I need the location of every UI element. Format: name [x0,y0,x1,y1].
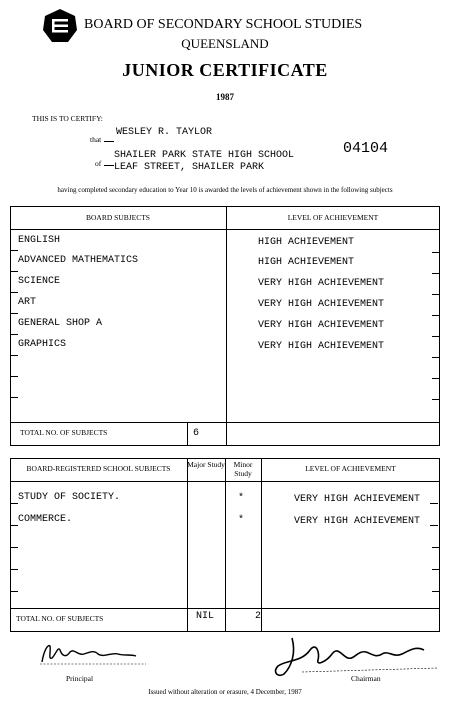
board-name: BOARD OF SECONDARY SCHOOL STUDIES [84,17,363,32]
certify-intro: THIS IS TO CERTIFY: [32,114,103,123]
board-subject: GRAPHICS [18,339,67,350]
that-label: that [90,135,102,144]
row-tick [432,357,440,358]
board-level: VERY HIGH ACHIEVEMENT [258,299,385,310]
row-tick [10,355,18,356]
reg-header-rule [10,481,440,482]
row-tick [10,525,18,526]
board-level: VERY HIGH ACHIEVEMENT [258,320,385,331]
reg-total-rule [10,608,440,609]
reg-minor-mark: * [238,515,245,526]
reg-total-minor: 2 [255,611,262,622]
row-tick [10,503,18,504]
student-name: WESLEY R. TAYLOR [116,127,213,138]
row-tick [10,547,18,548]
board-total-rule [10,422,440,423]
board-level: HIGH ACHIEVEMENT [258,237,355,248]
row-tick [10,313,18,314]
row-tick [10,250,18,251]
reg-level-header: LEVEL OF ACHIEVEMENT [305,464,396,473]
name-rule [104,141,114,142]
certificate-title: JUNIOR CERTIFICATE [122,60,328,80]
of-label: of [95,159,102,168]
row-tick [432,336,440,337]
board-col-divider [226,206,227,446]
row-tick [432,547,440,548]
reg-subject: STUDY OF SOCIETY. [18,492,121,503]
reg-major-header: Major Study [187,460,225,469]
board-total-divider [187,422,188,446]
row-tick [10,397,18,398]
row-tick [432,591,440,592]
board-level: HIGH ACHIEVEMENT [258,257,355,268]
board-subject: ART [18,297,37,308]
board-level: VERY HIGH ACHIEVEMENT [258,341,385,352]
reg-col-divider-2 [225,458,226,632]
row-tick [10,569,18,570]
issued-statement: Issued without alteration or erasure, 4 December, 1987 [148,688,302,696]
row-tick [430,503,438,504]
board-subject: GENERAL SHOP A [18,318,103,329]
principal-label: Principal [66,674,94,683]
board-total-value: 6 [193,428,200,439]
reg-col-divider-3 [261,458,262,632]
state-name: QUEENSLAND [181,36,269,51]
school-name: SHAILER PARK STATE HIGH SCHOOL [114,150,295,161]
school-rule [104,165,114,166]
row-tick [432,399,440,400]
chairman-label: Chairman [351,674,381,683]
board-level-header: LEVEL OF ACHIEVEMENT [287,213,379,222]
chairman-signature [262,632,442,680]
certify-statement: having completed secondary education to Year 10 is awarded the levels of achievement shown in the following subjects [57,186,393,194]
row-tick [432,569,440,570]
reg-subject-header: BOARD-REGISTERED SCHOOL SUBJECTS [26,464,171,473]
reg-level: VERY HIGH ACHIEVEMENT [294,494,421,505]
board-subject: ADVANCED MATHEMATICS [18,255,139,266]
certificate-year: 1987 [216,92,234,102]
principal-signature [38,640,148,666]
row-tick [10,376,18,377]
row-tick [432,294,440,295]
row-tick [10,334,18,335]
reg-level: VERY HIGH ACHIEVEMENT [294,516,421,527]
reg-col-divider-1 [187,458,188,632]
row-tick [10,271,18,272]
board-subject: ENGLISH [18,235,61,246]
reg-total-label: TOTAL NO. OF SUBJECTS [16,614,104,623]
board-level: VERY HIGH ACHIEVEMENT [258,278,385,289]
row-tick [432,252,440,253]
reg-minor-header: Minor Study [233,460,253,478]
reg-total-major: NIL [196,611,215,622]
row-tick [432,378,440,379]
board-subject: SCIENCE [18,276,61,287]
school-address: LEAF STREET, SHAILER PARK [114,162,265,173]
certificate-number: 04104 [343,140,389,157]
reg-subject: COMMERCE. [18,514,73,525]
reg-minor-mark: * [238,493,245,504]
board-subject-header: BOARD SUBJECTS [86,213,150,222]
board-header-rule [10,229,440,230]
row-tick [10,591,18,592]
row-tick [10,292,18,293]
board-total-label: TOTAL NO. OF SUBJECTS [20,428,108,437]
row-tick [430,525,438,526]
row-tick [432,273,440,274]
row-tick [432,315,440,316]
